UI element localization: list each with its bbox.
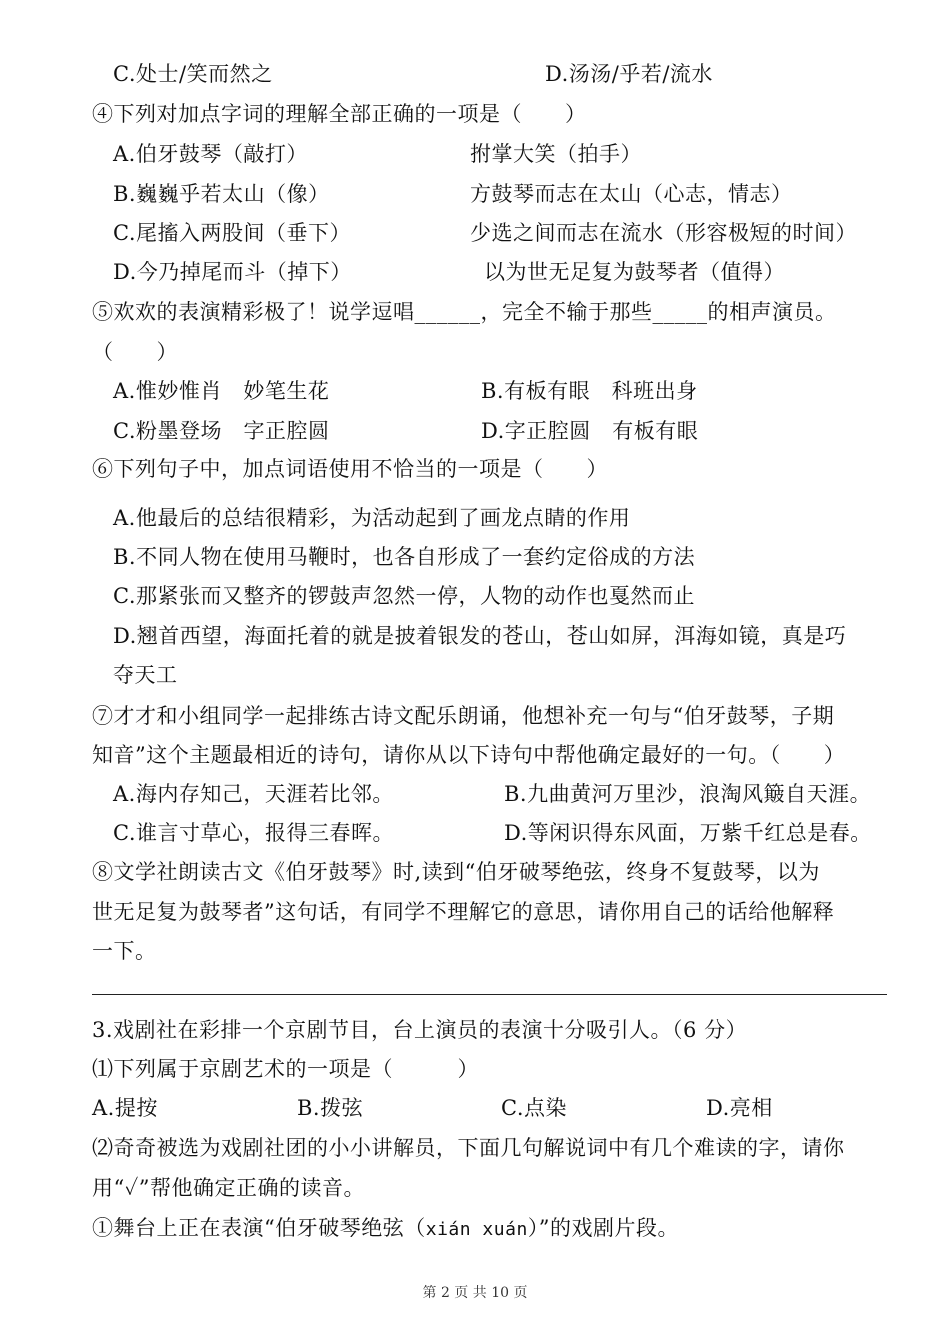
s3-q2-item-1-text-start: ①舞台上正在表演“伯牙破琴绝弦（ xyxy=(92,1216,426,1240)
q6-option-b: B.不同人物在使用马鞭时，也各自形成了一套约定俗成的方法 xyxy=(113,545,696,569)
s3-q2-item-1 xyxy=(92,1214,679,1244)
q4-option-d-left: D.今乃掉尾而斗（掉下） xyxy=(113,260,352,284)
answer-line xyxy=(92,994,887,995)
question-8-stem-line1: ⑧文学社朗读古文《伯牙鼓琴》时,读到“伯牙破琴绝弦，终身不复鼓琴，以为 xyxy=(92,860,820,884)
q6-option-d-line1: D.翘首西望，海面托着的就是披着银发的苍山，苍山如屏，洱海如镜，真是巧 xyxy=(113,624,847,648)
question-8-stem-line3: 一下。 xyxy=(92,939,157,963)
question-5-stem: ⑤欢欢的表演精彩极了！说学逗唱______，完全不输于那些_____的相声演员。 xyxy=(92,300,837,324)
s3-question-2-stem-line1: ⑵奇奇被选为戏剧社团的小小讲解员，下面几句解说词中有几个难读的字，请你 xyxy=(92,1136,845,1160)
page-footer: 第 2 页 共 10 页 xyxy=(422,1285,528,1301)
section-3-heading: 3.戏剧社在彩排一个京剧节目，台上演员的表演十分吸引人。（6 分） xyxy=(92,1018,748,1042)
s3-q2-item-1-text-end: ）”的戏剧片段。 xyxy=(527,1216,680,1240)
q4-option-c-right: 少选之间而志在流水（形容极短的时间） xyxy=(470,221,857,245)
q4-option-c-left: C.尾搐入两股间（垂下） xyxy=(113,221,351,245)
question-7-stem-line1: ⑦才才和小组同学一起排练古诗文配乐朗诵，他想补充一句与“伯牙鼓琴，子期 xyxy=(92,704,835,728)
q4-option-a-right: 拊掌大笑（拍手） xyxy=(470,142,642,166)
q7-option-a: A.海内存知己，天涯若比邻。 xyxy=(113,782,394,806)
q6-option-c: C.那紧张而又整齐的锣鼓声忽然一停，人物的动作也戛然而止 xyxy=(113,584,695,608)
q6-option-d-line2: 夺天工 xyxy=(113,663,178,687)
q7-option-b: B.九曲黄河万里沙，浪淘风簸自天涯。 xyxy=(504,782,872,806)
question-7-stem-line2: 知音”这个主题最相近的诗句，请你从以下诗句中帮他确定最好的一句。（ ） xyxy=(92,743,846,767)
q7-option-d: D.等闲识得东风面，万紫千红总是春。 xyxy=(504,821,872,845)
s3-question-1-stem: ⑴下列属于京剧艺术的一项是（ ） xyxy=(92,1057,479,1081)
q4-option-b-right: 方鼓琴而志在太山（心志，情志） xyxy=(470,182,793,206)
option-d-prev: D.汤汤/乎若/流水 xyxy=(545,62,713,86)
q7-option-c: C.谁言寸草心，报得三春晖。 xyxy=(113,821,394,845)
question-8-stem-line2: 世无足复为鼓琴者”这句话，有同学不理解它的意思，请你用自己的话给他解释 xyxy=(92,900,835,924)
q4-option-a-left: A.伯牙鼓琴（敲打） xyxy=(113,142,308,166)
q5-option-b: B.有板有眼 科班出身 xyxy=(481,379,698,403)
q5-option-d: D.字正腔圆 有板有眼 xyxy=(481,419,699,443)
s3-q1-option-d: D.亮相 xyxy=(706,1096,773,1120)
q6-option-a: A.他最后的总结很精彩，为活动起到了画龙点睛的作用 xyxy=(113,506,631,530)
q5-option-c: C.粉墨登场 字正腔圆 xyxy=(113,419,330,443)
s3-q1-option-c: C.点染 xyxy=(501,1096,567,1120)
q4-option-d-right: 以为世无足复为鼓琴者（值得） xyxy=(484,260,785,284)
q5-option-a: A.惟妙惟肖 妙笔生花 xyxy=(113,379,330,403)
s3-question-2-stem-line2: 用“✓”帮他确定正确的读音。 xyxy=(92,1176,366,1200)
question-5-answer-paren: （ ） xyxy=(92,340,178,364)
pinyin-choices: xián xuán xyxy=(425,1219,528,1240)
question-4-stem: ④下列对加点字词的理解全部正确的一项是（ ） xyxy=(92,102,587,126)
q4-option-b-left: B.巍巍乎若太山（像） xyxy=(113,182,330,206)
option-c-prev: C.处士/笑而然之 xyxy=(113,62,273,86)
question-6-stem: ⑥下列句子中，加点词语使用不恰当的一项是（ ） xyxy=(92,457,608,481)
s3-q1-option-b: B.拨弦 xyxy=(297,1096,364,1120)
s3-q1-option-a: A.提按 xyxy=(92,1096,158,1120)
